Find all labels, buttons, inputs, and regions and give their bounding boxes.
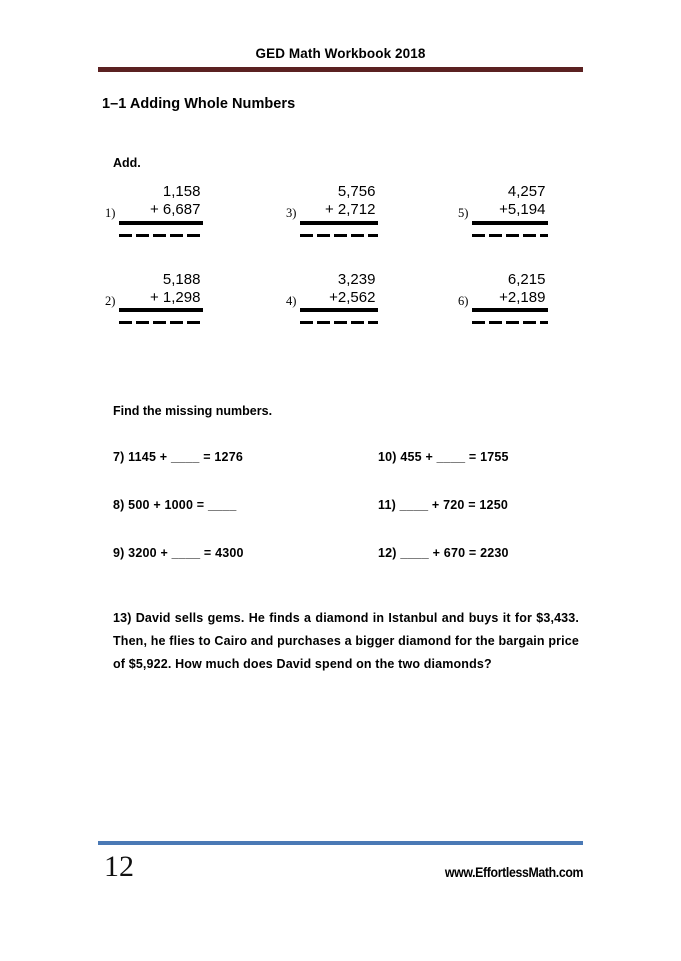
problem-1 — [103, 183, 286, 237]
addend-bottom: +5,194 — [499, 201, 546, 219]
answer-blank[interactable] — [119, 321, 203, 324]
problem-number: 4) — [286, 293, 297, 308]
page-header — [98, 46, 583, 72]
problem-number: 5) — [458, 206, 469, 221]
answer-blank[interactable] — [472, 234, 548, 237]
addend-bottom: + 1,298 — [149, 288, 201, 306]
header-divider — [98, 67, 583, 72]
missing-number-problems — [113, 450, 583, 594]
problem-body — [119, 183, 203, 237]
instruction-add: Add. — [113, 156, 141, 170]
answer-blank[interactable] — [472, 321, 548, 324]
answer-blank[interactable] — [119, 234, 203, 237]
problem-3 — [286, 183, 458, 237]
missing-row — [113, 546, 583, 560]
addend-bottom: +2,562 — [329, 288, 376, 306]
problem-row — [103, 183, 583, 237]
problem-body — [300, 183, 378, 237]
sum-rule — [119, 221, 203, 225]
problem-number: 2) — [105, 293, 116, 308]
column-addition-problems — [103, 183, 583, 324]
problem-12[interactable]: 12) ____ + 670 = 2230 — [378, 546, 509, 560]
addend-bottom: +2,189 — [499, 288, 546, 306]
sum-rule — [300, 308, 378, 312]
addend-top: 1,158 — [162, 183, 201, 200]
problem-9[interactable]: 9) 3200 + ____ = 4300 — [113, 546, 244, 560]
section-title: 1–1 Adding Whole Numbers — [102, 96, 296, 112]
problem-body — [119, 271, 203, 325]
answer-blank[interactable] — [300, 321, 378, 324]
problem-4 — [286, 271, 458, 325]
problem-number: 3) — [286, 206, 297, 221]
website-url[interactable]: www.EffortlessMath.com — [444, 864, 583, 880]
footer-divider — [98, 841, 583, 845]
problem-10[interactable]: 10) 455 + ____ = 1755 — [378, 450, 509, 464]
sum-rule — [119, 308, 203, 312]
problem-body — [472, 271, 548, 325]
problem-5 — [458, 183, 583, 237]
addend-top: 4,257 — [507, 183, 546, 200]
problem-number: 1) — [105, 206, 116, 221]
problem-11[interactable]: 11) ____ + 720 = 1250 — [378, 498, 509, 512]
addend-top: 5,756 — [337, 183, 376, 200]
problem-13-word-problem: 13) David sells gems. He finds a diamond in Istanbul and buys it for $3,433. Then, he flies to Cairo and purchases a bigger diamond for the bargain price of $5,922. How much does David spend on the two diamonds? — [113, 611, 579, 671]
problem-body — [300, 271, 378, 325]
sum-rule — [472, 308, 548, 312]
workbook-title: GED Math Workbook 2018 — [255, 46, 426, 61]
addend-top: 6,215 — [507, 270, 546, 288]
problem-6 — [458, 271, 583, 325]
sum-rule — [472, 221, 548, 225]
sum-rule — [300, 221, 378, 225]
problem-number: 6) — [458, 293, 469, 308]
answer-blank[interactable] — [300, 234, 378, 237]
addend-top: 5,188 — [162, 270, 201, 288]
problem-2 — [103, 271, 286, 325]
problem-7[interactable]: 7) 1145 + ____ = 1276 — [113, 450, 244, 464]
page-number: 12 — [104, 850, 134, 883]
missing-row — [113, 498, 583, 512]
instruction-find-missing: Find the missing numbers. — [113, 404, 273, 418]
addend-bottom: + 6,687 — [149, 201, 201, 219]
problem-row — [103, 271, 583, 325]
problem-8[interactable]: 8) 500 + 1000 = ____ — [113, 498, 237, 512]
missing-row — [113, 450, 583, 464]
addend-bottom: + 2,712 — [324, 201, 376, 219]
problem-body — [472, 183, 548, 237]
addend-top: 3,239 — [337, 270, 376, 288]
